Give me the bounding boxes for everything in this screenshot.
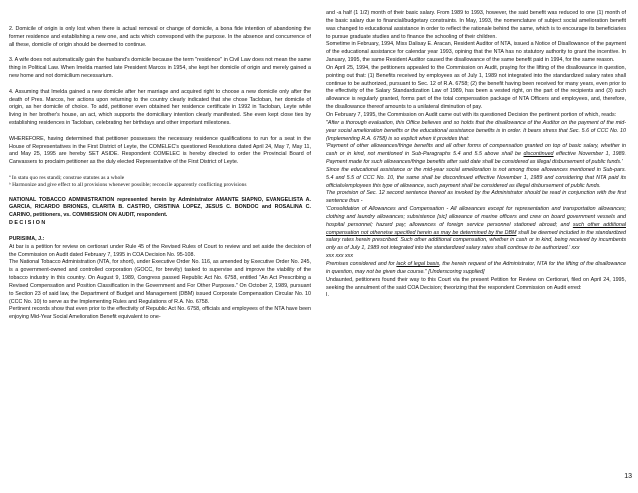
- quote-evaluation: "After a thorough evaluation, this Office believes and so holds that the disallowance of the Auditor on the payment of the mid-year social amelioration benefits or the educational assistance benefits is in order. It bears stress that Sec. 5.6 of CCC No. 10 (Implementing R.A. 6758) is so explicit when it provides that:: [326, 119, 626, 142]
- paragraph-wherefore: WHEREFORE, having determined that petitioner possesses the necessary residence qualifications to run for a seat in the House of Representatives in the First District of Leyte, the COMELEC's questioned Resolutions dated April 24, May 7, May 11, and May 25, 1995 are hereby SET ASIDE. Respondent COMELEC is hereby directed to order the Provincial Board of Canvassers to proclaim petitioner as the duly elected Representative of the First District of Leyte.: [9, 135, 311, 166]
- paragraph-petition: At bar is a petition for review on certiorari under Rule 45 of the Revised Rules of Court to review and set aside the decision of the Commission on Audit dated February 7, 1995 in COA Decision No. 95-108.: [9, 243, 311, 258]
- quote-text: 'Consolidation of Allowances and Compensation - All allowances except for representation and transportation allowances; clothing and laundry allowances; subsistence [sic] allowance of marine officers and crew on board government vessels and hospital personnel; hazard pay; allowances of foreign service personnel stationed abroad; and: [326, 206, 626, 228]
- decision-heading: D E C I S I O N: [9, 220, 46, 227]
- page-number: 13: [624, 473, 632, 480]
- quote-text: 'Payment of other allowances/fringe benefits and all other forms of compensation granted on top of basic salary, whether in cash or in kind, not mentioned in Sub-Paragraphs 5.4 and 5.5 above shall be: [326, 143, 626, 158]
- roman-numeral-one: I.: [326, 292, 329, 299]
- left-column: [9, 10, 311, 322]
- paragraph-appeal: On April 25, 1994, the petitioners appealed to the Commission on Audit, praying for the lifting of the disallowance in question, pointing out that: (1) Benefits received by employees as of July 1, 1989 not integrated into the standardized salary rates shall continue to be authorized, pursuant to Sec. 12 of R.A. 6758; (2) the benefit having been received for many years, even prior to the effectivity of the Salary Standardization Law of 1989, has been a vested right, on the part of the recipients and (3) such allowance is regularly granted, forms part of the total compensation package of NTA Officers and employees, and, therefore, the disallowance thereof amounts to a unilateral diminution of pay.: [326, 64, 626, 111]
- paragraph-wife-domicile: 3. A wife does not automatically gain the husband's domicile because the term "residence" in Civil Law does not mean the same thing in Political Law. When Imelda married late President Marcos in 1954, she kept her domicile of origin and merely gained a new home and not domicilium necessarium.: [9, 57, 311, 80]
- paragraph-nta: The National Tobacco Administration (NTA, for short), under Executive Order No. 116, as amended by Executive Order No. 245, is a government-owned and controlled corporation (GOCC, for brevity) tasked to supervise and improve the viability of the tobacco industry in this country. On August 9, 1989, Congress passed Republic Act No. 6758, entitled "An Act Prescribing a Revised Compensation and Position Classification in the Government and For Other Purposes." On October 2, 1989, pursuant to Section 23 of said law, the Department of Budget and Management (DBM) issued Corporate Compensation Circular No. 10 (CCC No. 10) to serve as the Implementing Rules and Regulations of R.A. No. 6758.: [9, 259, 311, 305]
- quote-text: , the herein request of the Administrator, NTA for the lifting of the disallowance in question, may not be given due course." [Underscoring supplied]: [326, 261, 626, 275]
- quote-text: effective November 1, 1989. Payment made for such allowances/fringe benefits after said date shall be considered as illegal disbursement of public funds.': [326, 151, 626, 166]
- paragraph-disallowance: Sometime in February, 1994, Miss Dalisay E. Aracan, Resident Auditor of NTA, issued a Notice of Disallowance of the payment of the educational assistance for calendar year 1993, opining that the NTA has no statutory authority to grant the incentive. In January, 1995, the same Resident Auditor caused the disallowance of the same benefit paid in 1994, for the same reason.: [326, 41, 626, 64]
- quote-consolidation: [326, 206, 626, 253]
- paragraph-new-domicile: 4. Assuming that Imelda gained a new domicile after her marriage and acquired right to choose a new domicile only after the death of Pres. Marcos, her actions upon returning to the country clearly indicated that she chose Tacloban, her domicile of origin, as her domicile of choice. To add, petitioner even obtained her residence certificate in 1992 in Tacloban, Leyte while living in her brother's house, an act, which supports the domiciliary intention clearly manifested. She even kept close ties by establishing residences in Tacloban, celebrating her birthdays and other important milestones.: [9, 88, 311, 127]
- right-column: [326, 10, 626, 300]
- paragraph-domicile-origin: 2. Domicile of origin is only lost when there is actual removal or change of domicile, a bona fide intention of abandoning the former residence and establishing a new one, and acts which correspond with the purpose. In the absence and concurrence of all these, domicile of origin should be deemed to continue.: [9, 26, 311, 48]
- paragraph-coa-decision: On February 7, 1995, the Commission on Audit came out with its questioned Decision the pertinent portion of which, reads:: [326, 111, 617, 118]
- quote-since: Since the educational assistance or the mid-year social amelioration is not among those allowances mentioned in Sub-pars. 5.4 and 5.5 of CCC No. 10, the same shall be discontinued effective November 1, 1989 and considering that NTA paid its officials/employees this type of allowance, such payment shall be considered as illegal disbursement of public funds.: [326, 166, 626, 189]
- paragraph-records: Pertinent records show that even prior to the effectivity of Republic Act No. 6758, officials and employees of the NTA have been enjoying Mid-Year Social Amelioration Benefit equivalent to one-: [9, 306, 311, 321]
- quote-provision: The provision of Sec. 12 second sentence thereof as invoked by the Administrator should be read in conjunction with the first sentence thus -: [326, 190, 626, 205]
- quote-underlined: discontinued: [523, 151, 554, 158]
- quote-text: Premises considered and for: [326, 261, 397, 267]
- paragraph-undaunted: Undaunted, petitioners found their way to this Court via the present Petition for Review on Certiorari, filed on April 24, 1995, seeking the annulment of the said COA Decision; theorizing that the respondent Commission on Audit erred:: [326, 276, 626, 291]
- case-title: NATIONAL TOBACCO ADMINISTRATION represented herein by Administrator AMANTE SIAPNO, EVANGELISTA A. GARCIA, RICARDO BRIONES, CLARITA B. CASTRO, CRISTINA LOPEZ, JESUS C. BONDOC and ROSALINA C. CARINO, petitioners, vs. COMMISSION ON AUDIT, respondent.: [9, 196, 311, 219]
- ponente: PURISIMA, J.:: [9, 235, 45, 242]
- quote-ellipsis: xxx xxx xxx: [326, 253, 354, 260]
- footnote-b: ᵇ Harmonize and give effect to all provisions whenever possible; reconcile apparently conflicting provisions: [9, 181, 247, 188]
- quote-underlined: lack of legal basis: [396, 261, 440, 267]
- quote-premises: [326, 261, 626, 277]
- quote-underlined: such other additional compensation not otherwise specified herein as may be determined by the DBM: [326, 221, 626, 236]
- quote-payment-other: [326, 143, 626, 167]
- paragraph-benefit-reduced: and -a half (1 1/2) month of their basic salary. From 1989 to 1993, however, the said benefit was reduced to one (1) month of the basic salary due to financial/budgetary constraints. In May, 1993, the nomenclature of subject social amelioration benefit was changed to educational assistance in order to reflect the rationale behind the same, which is to encourage its beneficiaries to pursue graduate studies and to finance the schooling of their children.: [326, 10, 626, 40]
- footnote-a: ª In statu quo res standi; construe statutes as a whole: [9, 174, 125, 181]
- quote-text: shall be deemed included in the standardized salary rates herein prescribed. Such other additional compensation, whether in cash or in kind, being received by incumbents only as of July 1, 1989 not integrated into the standardized salary rates shall continue to be authorized.' xxx: [326, 229, 626, 252]
